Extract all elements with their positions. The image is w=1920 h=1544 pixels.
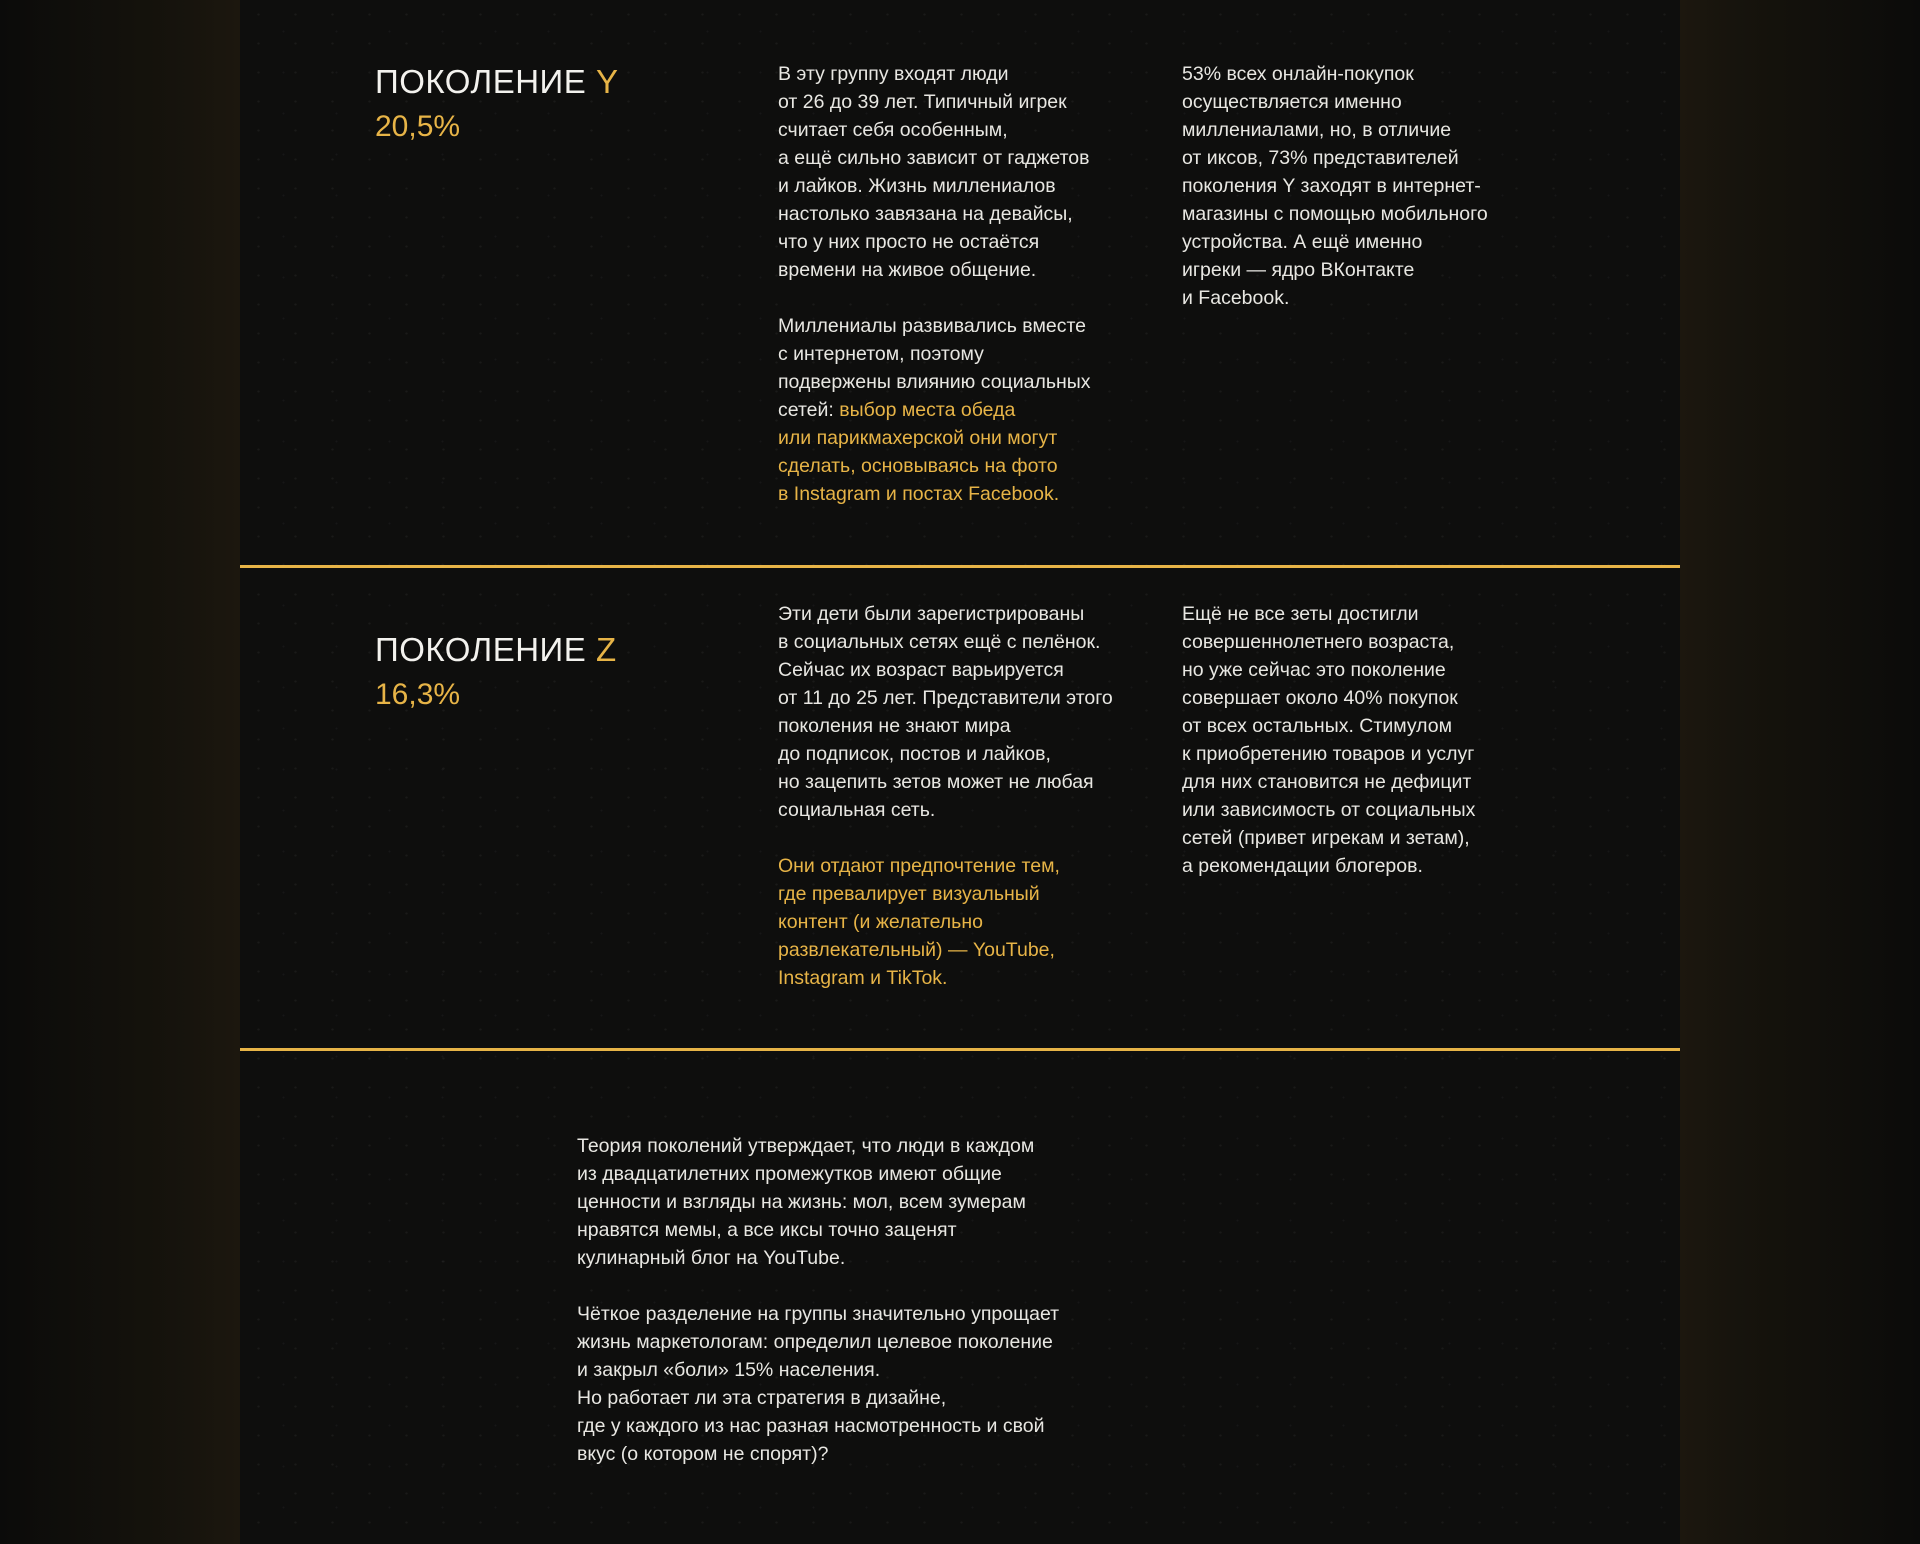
highlight-paragraph: Они отдают предпочтение тем, где превалирует визуальный контент (и желательно развлекательный) — YouTube, Instagram и TikTok.	[778, 855, 1060, 989]
paragraph: В эту группу входят люди от 26 до 39 лет. Типичный игрек считает себя особенным, а ещё сильно зависит от гаджетов и лайков. Жизнь миллениалов настолько завязана на девайсы, что у них просто не остаётся времени на живое общение.	[778, 63, 1090, 281]
generation-y-heading	[375, 60, 618, 104]
paragraph: Теория поколений утверждает, что люди в каждом из двадцатилетних промежутков имеют общие ценности и взгляды на жизнь: мол, всем зумерам нравятся мемы, а все иксы точно заценят кулинарный блог на YouTube.	[577, 1135, 1035, 1269]
paragraph: Эти дети были зарегистрированы в социальных сетях ещё с пелёнок. Сейчас их возраст варьируется от 11 до 25 лет. Представители этого поколения не знают мира до подписок, постов и лайков, но зацепить зетов может не любая социальная сеть.	[778, 603, 1113, 821]
paragraph	[778, 312, 1158, 508]
generation-z-percent: 16,3%	[375, 678, 461, 711]
heading-prefix: ПОКОЛЕНИЕ	[375, 63, 596, 100]
section-divider	[240, 565, 1680, 568]
heading-prefix: ПОКОЛЕНИЕ	[375, 631, 596, 668]
heading-letter: Y	[595, 63, 619, 100]
heading-letter: Z	[595, 631, 617, 668]
generation-y-percent: 20,5%	[375, 110, 461, 143]
generation-y-column-1	[778, 60, 1158, 508]
highlight-text: выбор места обеда или парикмахерской они могут сделать, основываясь на фото в Instagram и постах Facebook.	[778, 399, 1060, 505]
generation-z-column-2	[1182, 600, 1562, 880]
conclusion-block	[577, 1132, 1197, 1496]
paragraph: 53% всех онлайн-покупок осуществляется именно миллениалами, но, в отличие от иксов, 73% представителей поколения Y заходят в интернет- магазины с помощью мобильного устройства. А ещё именно игреки — ядро ВКонтакте и Facebook.	[1182, 63, 1488, 309]
paragraph: Ещё не все зеты достигли совершеннолетнего возраста, но уже сейчас это поколение совершает около 40% покупок от всех остальных. Стимулом к приобретению товаров и услуг для них становится не дефицит или зависимость от социальных сетей (привет игрекам и зетам), а рекомендации блогеров.	[1182, 603, 1476, 877]
paragraph-text: Миллениалы развивались вместе с интернетом, поэтому подвержены влиянию социальных сетей:	[778, 315, 1091, 421]
generation-y-column-2	[1182, 60, 1562, 312]
section-divider	[240, 1048, 1680, 1051]
generation-z-heading	[375, 628, 617, 672]
paragraph: Чёткое разделение на группы значительно упрощает жизнь маркетологам: определил целевое поколение и закрыл «боли» 15% населения. Но работает ли эта стратегия в дизайне, где у каждого из нас разная насмотренность и свой вкус (о котором не спорят)?	[577, 1303, 1060, 1465]
generation-z-column-1	[778, 600, 1158, 992]
